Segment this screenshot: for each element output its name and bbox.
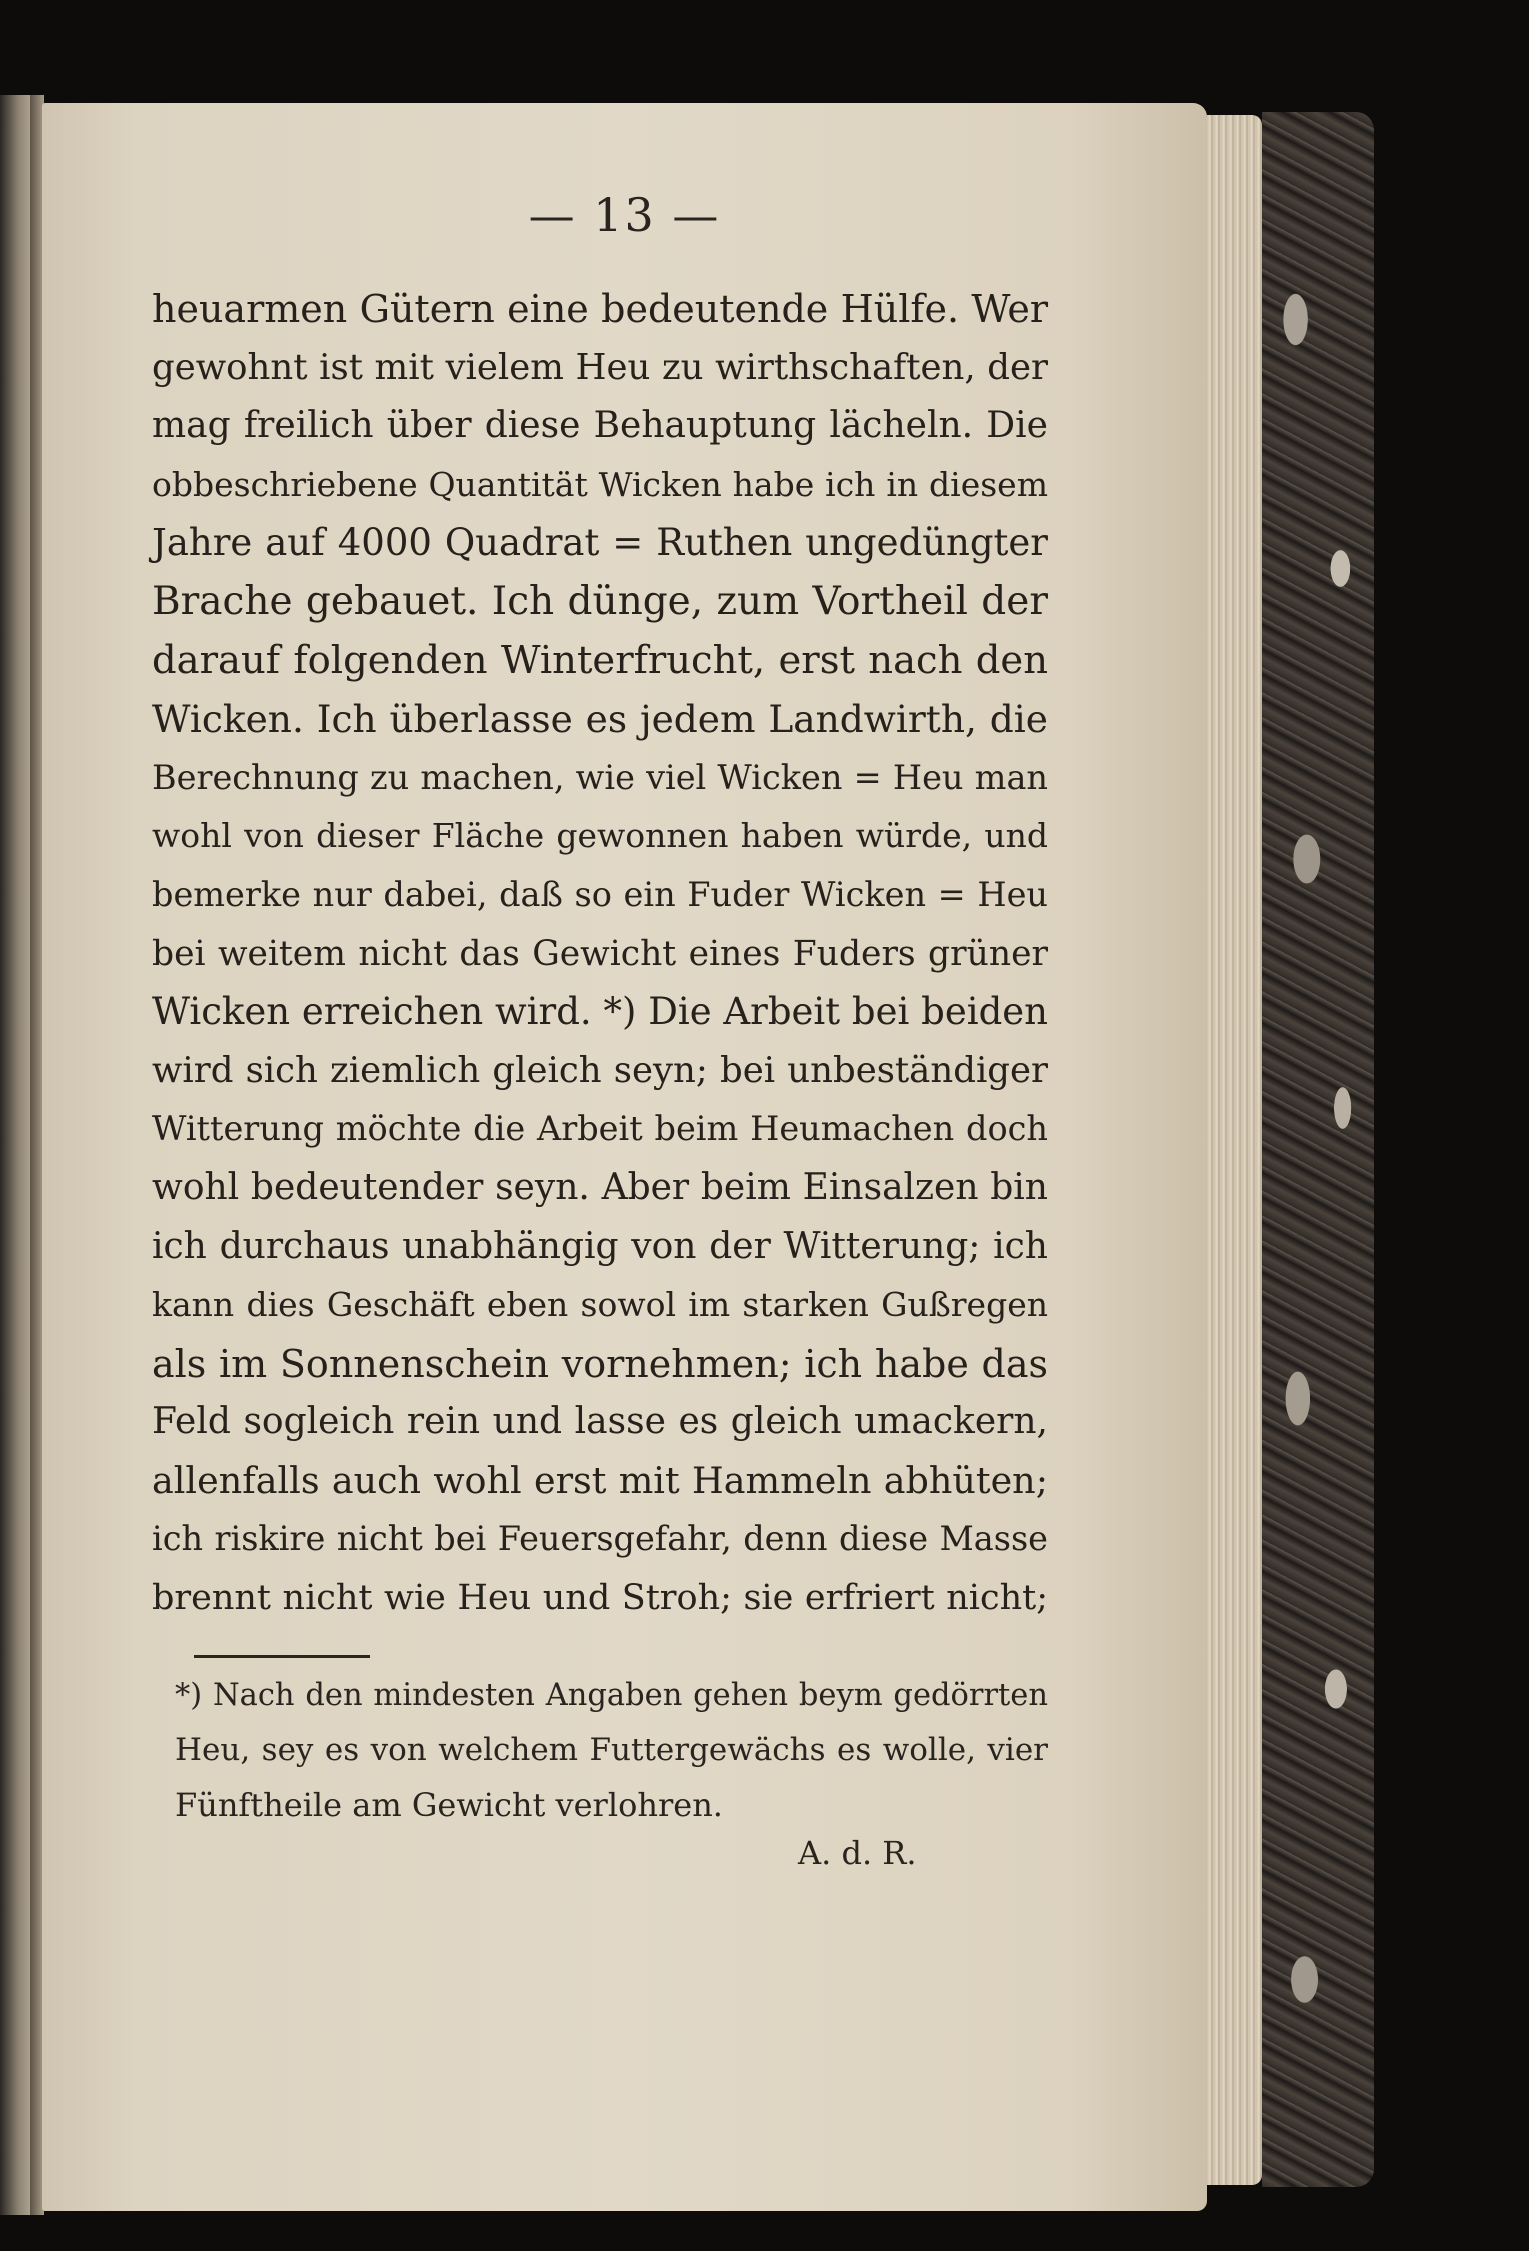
text-line: Witterung möchte die Arbeit beim Heumachen doch	[152, 1109, 1048, 1149]
footnote-line: *) Nach den mindesten Angaben gehen beym gedörrten	[175, 1678, 1048, 1713]
text-line: Feld sogleich rein und lasse es gleich umackern,	[152, 1401, 1048, 1443]
text-line: wohl von dieser Fläche gewonnen haben würde, und	[152, 816, 1048, 856]
body-text	[152, 280, 1048, 1628]
text-line: heuarmen Gütern eine bedeutende Hülfe. Wer	[152, 287, 1048, 331]
marbled-cover	[1262, 112, 1374, 2187]
text-line: mag freilich über diese Behauptung lächeln. Die	[152, 405, 1048, 447]
text-line: ich riskire nicht bei Feuersgefahr, denn diese Masse	[152, 1519, 1048, 1559]
text-line: ich durchaus unabhängig von der Witterung; ich	[152, 1225, 1048, 1267]
text-line: wird sich ziemlich gleich seyn; bei unbeständiger	[152, 1049, 1048, 1091]
text-line: wohl bedeutender seyn. Aber beim Einsalzen bin	[152, 1166, 1048, 1208]
page-block-edges	[1207, 115, 1262, 2185]
text-line: obbeschriebene Quantität Wicken habe ich in diesem	[152, 464, 1048, 504]
text-line: Wicken erreichen wird. *) Die Arbeit bei beiden	[152, 990, 1048, 1034]
text-line: Brache gebauet. Ich dünge, zum Vortheil der	[152, 578, 1048, 624]
footnote-rule	[194, 1655, 370, 1658]
text-line: bei weitem nicht das Gewicht eines Fuders grüner	[152, 933, 1048, 974]
text-line: Wicken. Ich überlasse es jedem Landwirth, die	[152, 697, 1048, 742]
text-line: allenfalls auch wohl erst mit Hammeln abhüten;	[152, 1458, 1048, 1502]
text-line: bemerke nur dabei, daß so ein Fuder Wicken = Heu	[152, 874, 1048, 914]
page-number: — 13 —	[528, 188, 721, 242]
text-line: als im Sonnenschein vornehmen; ich habe das	[152, 1341, 1048, 1386]
text-line: kann dies Geschäft eben sowol im starken Gußregen	[152, 1285, 1048, 1325]
previous-page-edge	[0, 95, 34, 2215]
text-line: darauf folgenden Winterfrucht, erst nach den	[152, 637, 1048, 683]
footnote-line: Heu, sey es von welchem Futtergewächs es wolle, vier	[175, 1732, 1048, 1768]
footnote-signature: A. d. R.	[798, 1834, 917, 1872]
footnote	[175, 1668, 1048, 1833]
text-line: brennt nicht wie Heu und Stroh; sie erfriert nicht;	[152, 1578, 1048, 1619]
text-line: Jahre auf 4000 Quadrat = Ruthen ungedüngter	[152, 521, 1048, 565]
text-line: Berechnung zu machen, wie viel Wicken = Heu man	[152, 757, 1048, 797]
footnote-line: Fünftheile am Gewicht verlohren.	[175, 1786, 723, 1824]
text-line: gewohnt ist mit vielem Heu zu wirthschaften, der	[152, 346, 1048, 388]
